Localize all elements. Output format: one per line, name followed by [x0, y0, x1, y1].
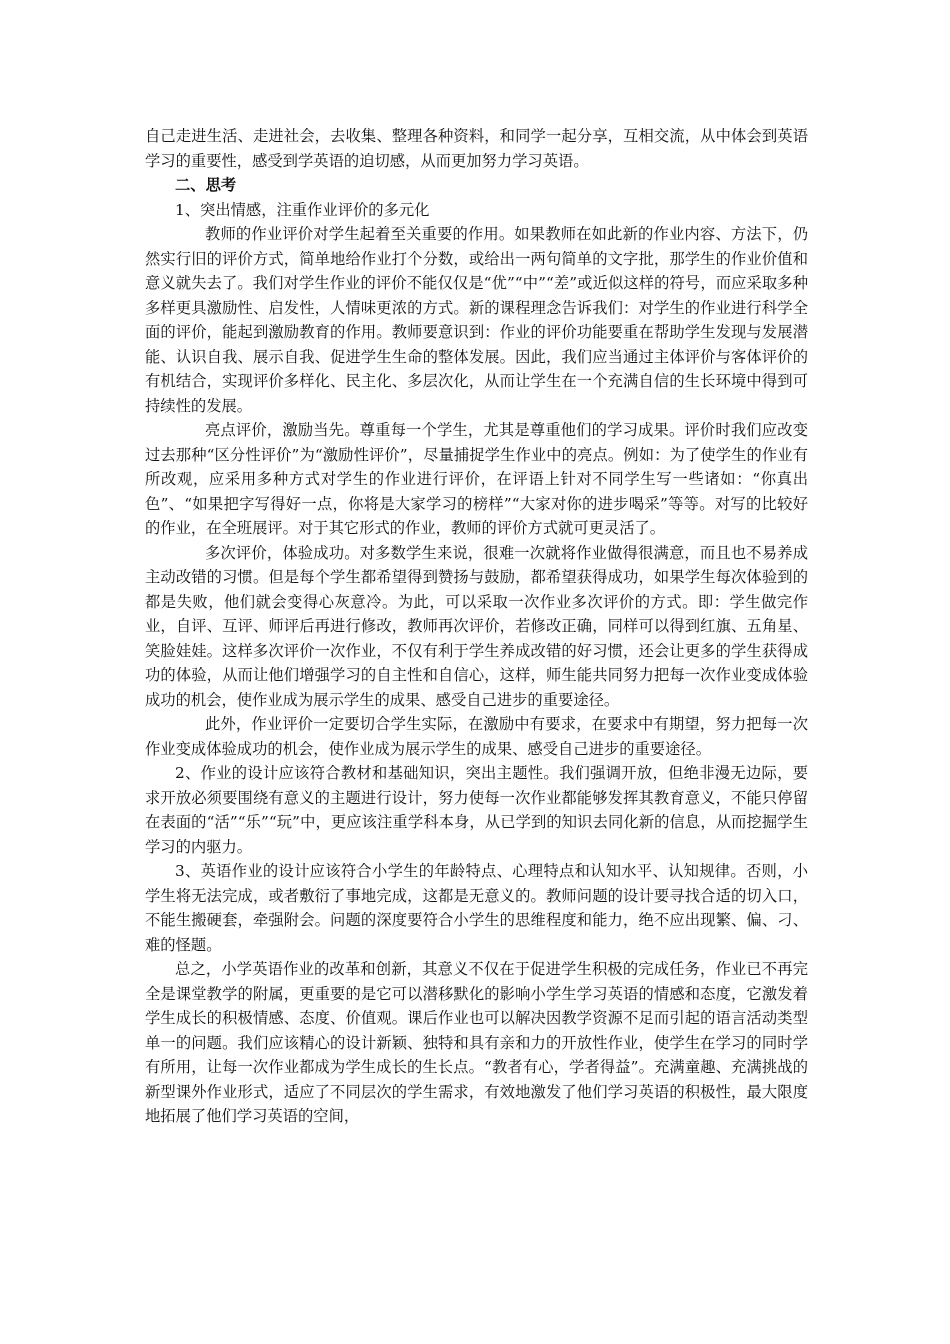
section-heading-thinking: 二、思考 [175, 176, 237, 194]
paragraph-point-3: 3、英语作业的设计应该符合小学生的年龄特点、心理特点和认知水平、认知规律。否则，小学生将无法完成，或者敷衍了事地完成，这都是无意义的。教师问题的设计要寻找合适的切入口，不能生搬硬套，牵强附会。问题的深度要符合小学生的思维程度和能力，绝不应出现繁、偏、刁、难的怪题。 [145, 862, 808, 954]
paragraph-point-2: 2、作业的设计应该符合教材和基础知识，突出主题性。我们强调开放，但绝非漫无边际，要求开放必须要围绕有意义的主题进行设计，努力使每一次作业都能够发挥其教育意义，不能只停留在表面的“活”“乐”“玩”中，更应该注重学科本身，从已学到的知识去同化新的信息，从而挖掘学生学习的内驱力。 [145, 764, 808, 856]
subsection-heading-1: 1、突出情感，注重作业评价的多元化 [175, 200, 430, 219]
paragraph-evaluation-role: 教师的作业评价对学生起着至关重要的作用。如果教师在如此新的作业内容、方法下，仍然实行旧的评价方式，简单地给作业打个分数，或给出一两句简单的文字批，那学生的作业价值和意义就失去了。我们对学生作业的评价不能仅仅是“优”“中”“差”或近似这样的符号，而应采取多种多样更具激励性、启发性，人情味更浓的方式。新的课程理念告诉我们：对学生的作业进行科学全面的评价，能起到激励教育的作用。教师要意识到：作业的评价功能要重在帮助学生发现与发展潜能、认识自我、展示自我、促进学生生命的整体发展。因此，我们应当通过主体评价与客体评价的有机结合，实现评价多样化、民主化、多层次化，从而让学生在一个充满自信的生长环境中得到可持续性的发展。 [145, 225, 808, 415]
document-body [145, 124, 808, 1129]
paragraph-multiple-evaluation: 多次评价，体验成功。对多数学生来说，很难一次就将作业做得很满意，而且也不易养成主动改错的习惯。但是每个学生都希望得到赞扬与鼓励，都希望获得成功，如果学生每次体验到的都是失败，他们就会变得心灰意冷。为此，可以采取一次作业多次评价的方式。即：学生做完作业，自评、互评、师评后再进行修改，教师再次评价，若修改正确，同样可以得到红旗、五角星、笑脸娃娃。这样多次评价一次作业，不仅有利于学生养成改错的好习惯，还会让更多的学生获得成功的体验，从而让他们增强学习的自主性和自信心，这样，师生能共同努力把每一次作业变成体验成功的机会，使作业成为展示学生的成果、感受自己进步的重要途径。 [145, 543, 808, 709]
paragraph-conclusion: 总之，小学英语作业的改革和创新，其意义不仅在于促进学生积极的完成任务，作业已不再完全是课堂教学的附属，更重要的是它可以潜移默化的影响小学生学习英语的情感和态度，它激发着学生成长的积极情感、态度、价值观。课后作业也可以解决因教学资源不足而引起的语言活动类型单一的问题。我们应该精心的设计新颖、独特和具有亲和力的开放性作业，使学生在学习的同时学有所用，让每一次作业都成为学生成长的生长点。“教者有心，学者得益”。充满童趣、充满挑战的新型课外作业形式，适应了不同层次的学生需求，有效地激发了他们学习英语的积极性，最大限度地拓展了他们学习英语的空间， [145, 960, 808, 1125]
paragraph-continued: 自己走进生活、走进社会，去收集、整理各种资料，和同学一起分享，互相交流，从中体会到英语学习的重要性，感受到学英语的迫切感，从而更加努力学习英语。 [145, 127, 808, 170]
paragraph-highlight-evaluation: 亮点评价，激励当先。尊重每一个学生，尤其是尊重他们的学习成果。评价时我们应改变过去那种“区分性评价”为“激励性评价”，尽量捕捉学生作业中的亮点。例如：为了使学生的作业有所改观，应采用多种方式对学生的作业进行评价，在评语上针对不同学生写一些诸如：“你真出色”、“如果把字写得好一点，你将是大家学习的榜样”“大家对你的进步喝采”等等。对写的比较好的作业，在全班展评。对于其它形式的作业，教师的评价方式就可更灵活了。 [145, 421, 808, 537]
paragraph-furthermore: 此外，作业评价一定要切合学生实际，在激励中有要求，在要求中有期望，努力把每一次作业变成体验成功的机会，使作业成为展示学生的成果、感受自己进步的重要途径。 [145, 715, 808, 758]
